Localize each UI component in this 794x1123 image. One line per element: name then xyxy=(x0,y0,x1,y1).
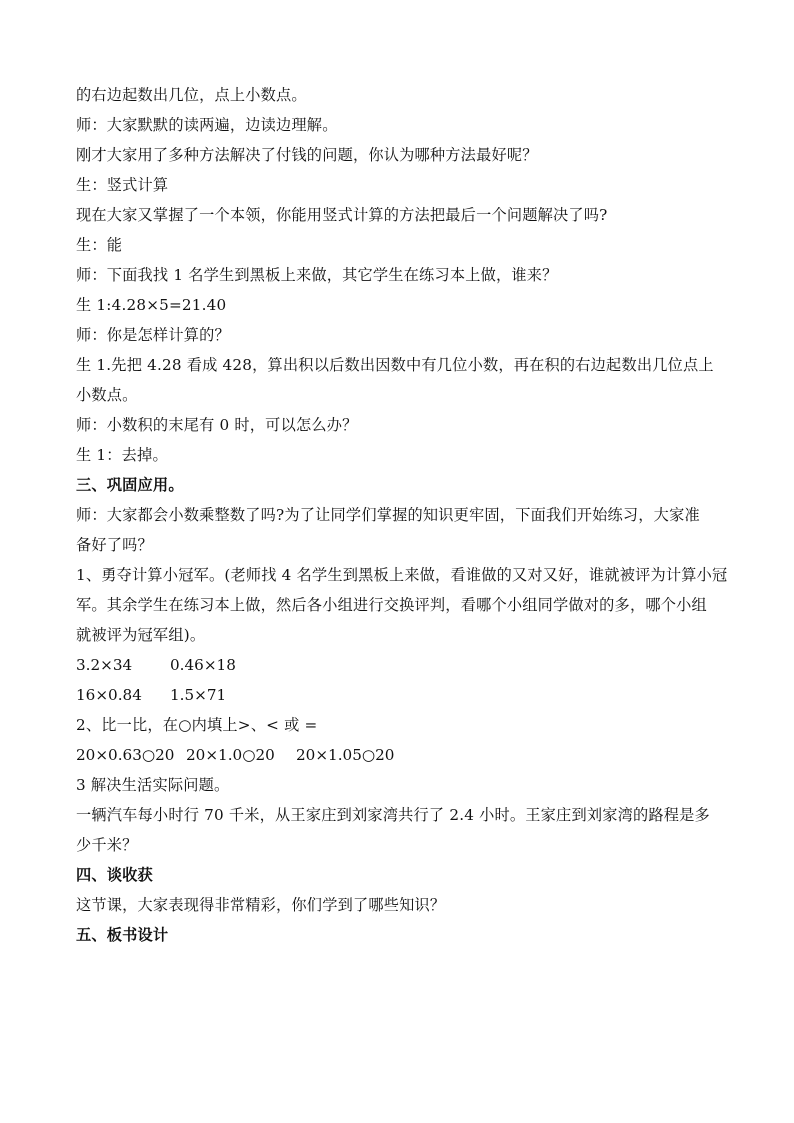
expression: 1.5×71 xyxy=(170,686,227,704)
text-line: 生 1：去掉。 xyxy=(76,446,168,464)
text-line: 1、勇夺计算小冠军。(老师找 4 名学生到黑板上来做，看谁做的又对又好，谁就被评为计算小冠 xyxy=(76,566,728,584)
exercise1-row-1 xyxy=(76,650,724,680)
comparison-expression: 20×1.05○20 xyxy=(296,746,395,764)
section-heading-board-design: 五、板书设计 xyxy=(76,926,169,944)
comparison-expression: 20×1.0○20 xyxy=(186,746,275,764)
text-line: 的右边起数出几位，点上小数点。 xyxy=(76,86,307,104)
text-line: 就被评为冠军组)。 xyxy=(76,626,206,644)
expression: 0.46×18 xyxy=(170,656,236,674)
expression: 3.2×34 xyxy=(76,656,133,674)
expression: 16×0.84 xyxy=(76,686,142,704)
text-line: 生 1.先把 4.28 看成 428，算出积以后数出因数中有几位小数，再在积的右边起数出几位点上 xyxy=(76,356,714,374)
text-line: 生：能 xyxy=(76,236,123,254)
comparison-expression: 20×0.63○20 xyxy=(76,746,175,764)
text-line: 3 解决生活实际问题。 xyxy=(76,776,230,794)
text-line: 小数点。 xyxy=(76,386,138,404)
text-line: 刚才大家用了多种方法解决了付钱的问题，你认为哪种方法最好呢？ xyxy=(76,146,538,164)
text-line: 师：下面我找 1 名学生到黑板上来做，其它学生在练习本上做，谁来？ xyxy=(76,266,558,284)
text-line: 现在大家又掌握了一个本领，你能用竖式计算的方法把最后一个问题解决了吗? xyxy=(76,206,608,224)
text-line: 师：你是怎样计算的？ xyxy=(76,326,230,344)
section-heading-takeaways: 四、谈收获 xyxy=(76,866,153,884)
text-line: 这节课，大家表现得非常精彩，你们学到了哪些知识？ xyxy=(76,896,446,914)
text-line: 一辆汽车每小时行 70 千米，从王家庄到刘家湾共行了 2.4 小时。王家庄到刘家湾的路程是多 xyxy=(76,806,710,824)
text-line: 师：大家都会小数乘整数了吗?为了让同学们掌握的知识更牢固，下面我们开始练习，大家准 xyxy=(76,506,700,524)
text-line: 少千米？ xyxy=(76,836,138,854)
exercise2-row xyxy=(76,740,724,770)
document-page xyxy=(76,80,728,950)
text-line: 师：大家默默的读两遍，边读边理解。 xyxy=(76,116,338,134)
text-line: 生：竖式计算 xyxy=(76,176,169,194)
section-heading-consolidate: 三、巩固应用。 xyxy=(76,476,184,494)
exercise2-title: 2、比一比，在○内填上>、< 或 = xyxy=(76,716,318,734)
text-line: 备好了吗？ xyxy=(76,536,153,554)
text-line: 军。其余学生在练习本上做，然后各小组进行交换评判，看哪个小组同学做对的多，哪个小组 xyxy=(76,596,707,614)
text-line: 生 1:4.28×5=21.40 xyxy=(76,296,227,314)
exercise1-row-2 xyxy=(76,680,724,710)
text-line: 师：小数积的末尾有 0 时，可以怎么办？ xyxy=(76,416,358,434)
